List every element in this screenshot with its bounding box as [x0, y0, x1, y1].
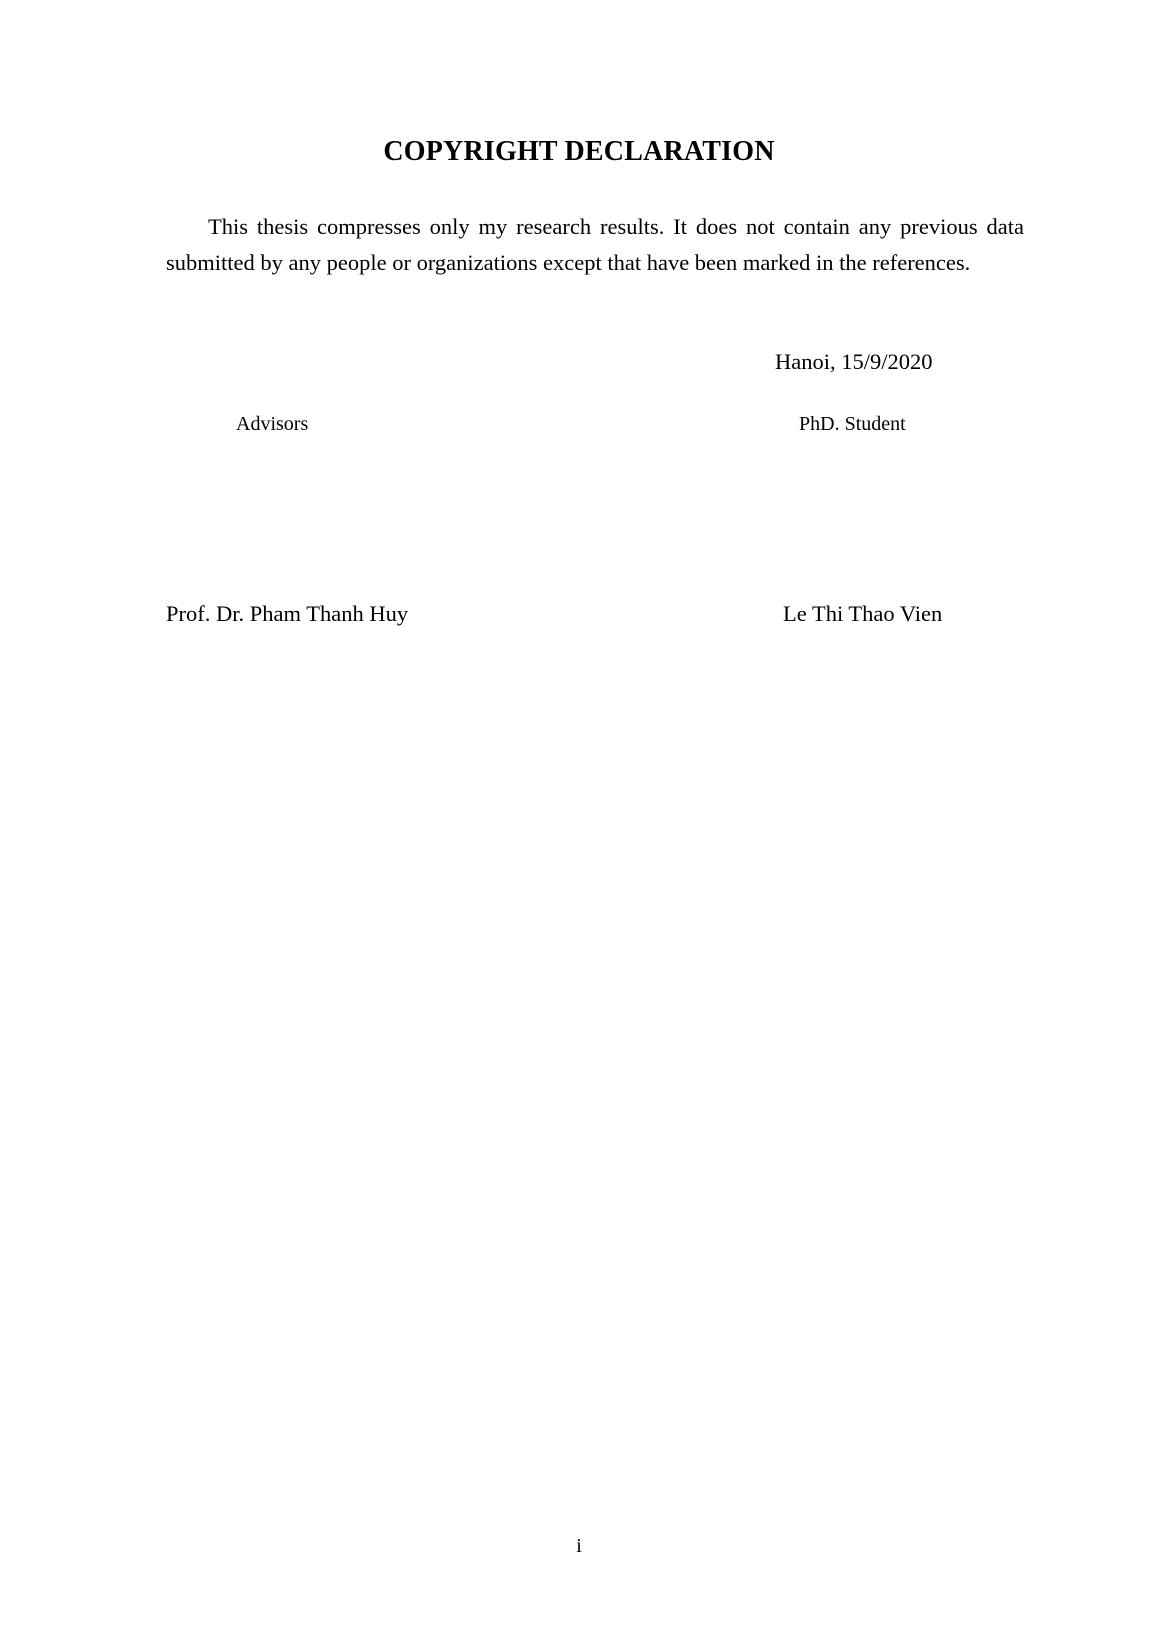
declaration-paragraph: This thesis compresses only my research results. It does not contain any previous data submitted by any people or organizations except that have been marked in the references.	[166, 214, 1024, 275]
page-number: i	[576, 1535, 582, 1557]
student-label: PhD. Student	[799, 413, 906, 435]
place-date: Hanoi, 15/9/2020	[775, 349, 933, 374]
page-title: COPYRIGHT DECLARATION	[383, 136, 775, 167]
advisors-label: Advisors	[236, 413, 309, 435]
advisor-name: Prof. Dr. Pham Thanh Huy	[166, 601, 409, 626]
student-name: Le Thi Thao Vien	[783, 601, 943, 626]
